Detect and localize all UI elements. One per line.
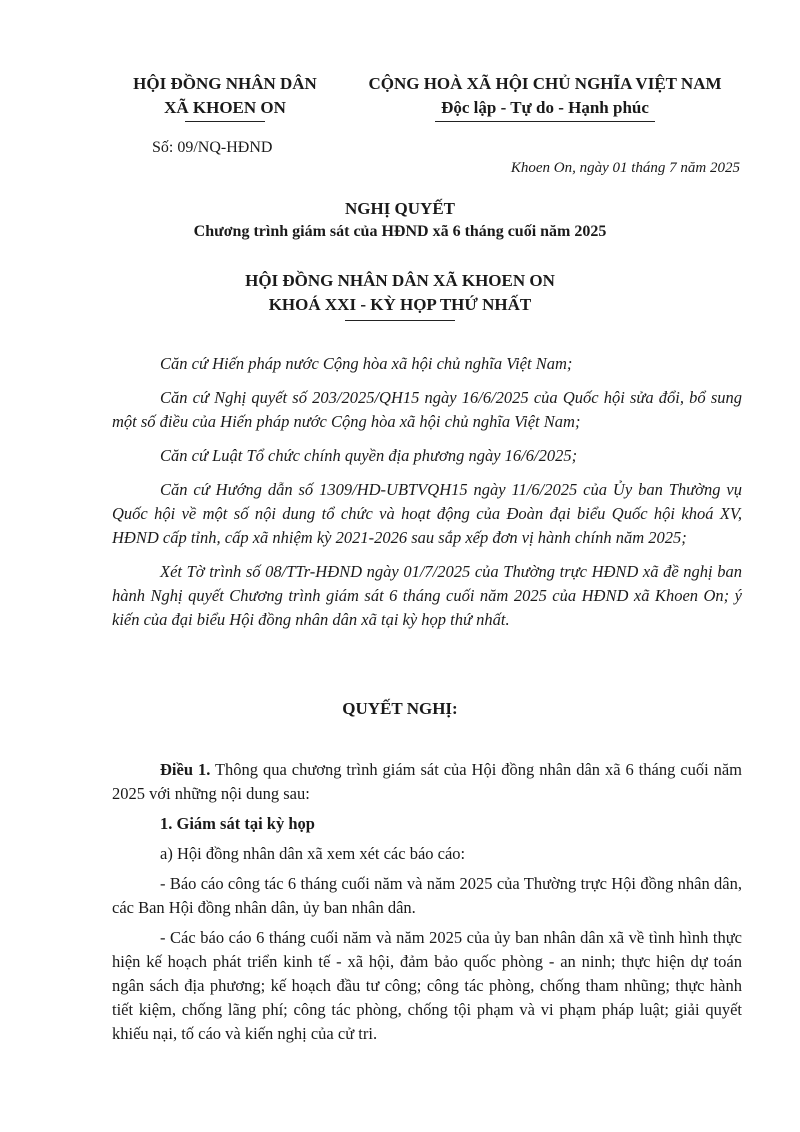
motto-underline: [435, 121, 655, 122]
resolution-body: [112, 758, 742, 1052]
date-line: Khoen On, ngày 01 tháng 7 năm 2025: [510, 160, 740, 176]
bullet-item: - Các báo cáo 6 tháng cuối năm và năm 2025 của ủy ban nhân dân xã về tình hình thực hiện kế hoạch phát triển kinh tế - xã hội, đảm bảo quốc phòng - an ninh; thực hiện dự toán ngân sách địa phương; kế hoạch đầu tư công; công tác phòng, chống tham nhũng; thực hành tiết kiệm, chống lãng phí; công tác phòng, chống tội phạm và vi phạm pháp luật; giải quyết khiếu nại, tố cáo và kiến nghị của cử tri.: [112, 928, 742, 1043]
preamble-item: Căn cứ Luật Tổ chức chính quyền địa phương ngày 16/6/2025;: [160, 446, 578, 465]
article-1: [112, 758, 742, 806]
document-subtitle: [0, 221, 800, 243]
preamble: [112, 352, 742, 642]
preamble-item: Xét Tờ trình số 08/TTr-HĐND ngày 01/7/2025 của Thường trực HĐND xã đề nghị ban hành Nghị quyết Chương trình giám sát 6 tháng cuối năm 2025 của HĐND xã Khoen On; ý kiến của đại biểu Hội đồng nhân dân xã tại kỳ họp thứ nhất.: [112, 562, 742, 629]
item-a: a) Hội đồng nhân dân xã xem xét các báo cáo:: [160, 844, 466, 863]
document-title: NGHỊ QUYẾT: [344, 199, 456, 218]
subtitle-text: Chương trình giám sát của HĐND xã 6 tháng cuối năm 2025: [193, 223, 607, 240]
article-1-text: Thông qua chương trình giám sát của Hội đồng nhân dân xã 6 tháng cuối năm 2025 với những nội dung sau:: [112, 760, 743, 803]
preamble-item: Căn cứ Hướng dẫn số 1309/HD-UBTVQH15 ngày 11/6/2025 của Ủy ban Thường vụ Quốc hội về một số nội dung tổ chức và hoạt động của Đoàn đại biểu Quốc hội khoá XV, HĐND cấp tỉnh, cấp xã nhiệm kỳ 2021-2026 sau sắp xếp đơn vị hành chính năm 2025;: [112, 480, 742, 547]
preamble-item: Căn cứ Hiến pháp nước Cộng hòa xã hội chủ nghĩa Việt Nam;: [160, 354, 573, 373]
council-underline: [345, 320, 455, 321]
authority-underline: [185, 121, 265, 122]
document-number: Số: 09/NQ-HĐND: [152, 139, 273, 156]
issuing-authority: [110, 72, 340, 122]
council-name: HỘI ĐỒNG NHÂN DÂN XÃ KHOEN ON: [245, 271, 555, 290]
preamble-item: Căn cứ Nghị quyết số 203/2025/QH15 ngày 16/6/2025 của Quốc hội sửa đổi, bổ sung một số điều của Hiến pháp nước Cộng hòa xã hội chủ nghĩa Việt Nam;: [112, 388, 742, 431]
authority-line-1: HỘI ĐỒNG NHÂN DÂN: [133, 74, 317, 93]
article-1-label: Điều 1.: [160, 760, 211, 779]
authority-line-2: XÃ KHOEN ON: [164, 98, 286, 117]
council-heading: [0, 269, 800, 321]
section-1-heading: 1. Giám sát tại kỳ họp: [160, 814, 315, 833]
council-session: KHOÁ XXI - KỲ HỌP THỨ NHẤT: [268, 295, 532, 314]
country-name: CỘNG HOÀ XÃ HỘI CHỦ NGHĨA VIỆT NAM: [368, 74, 722, 93]
national-motto: [340, 72, 750, 122]
resolve-heading: QUYẾT NGHỊ:: [342, 699, 458, 718]
motto: Độc lập - Tự do - Hạnh phúc: [441, 98, 649, 117]
bullet-item: - Báo cáo công tác 6 tháng cuối năm và năm 2025 của Thường trực Hội đồng nhân dân, các Ban Hội đồng nhân dân, ủy ban nhân dân.: [112, 874, 742, 917]
